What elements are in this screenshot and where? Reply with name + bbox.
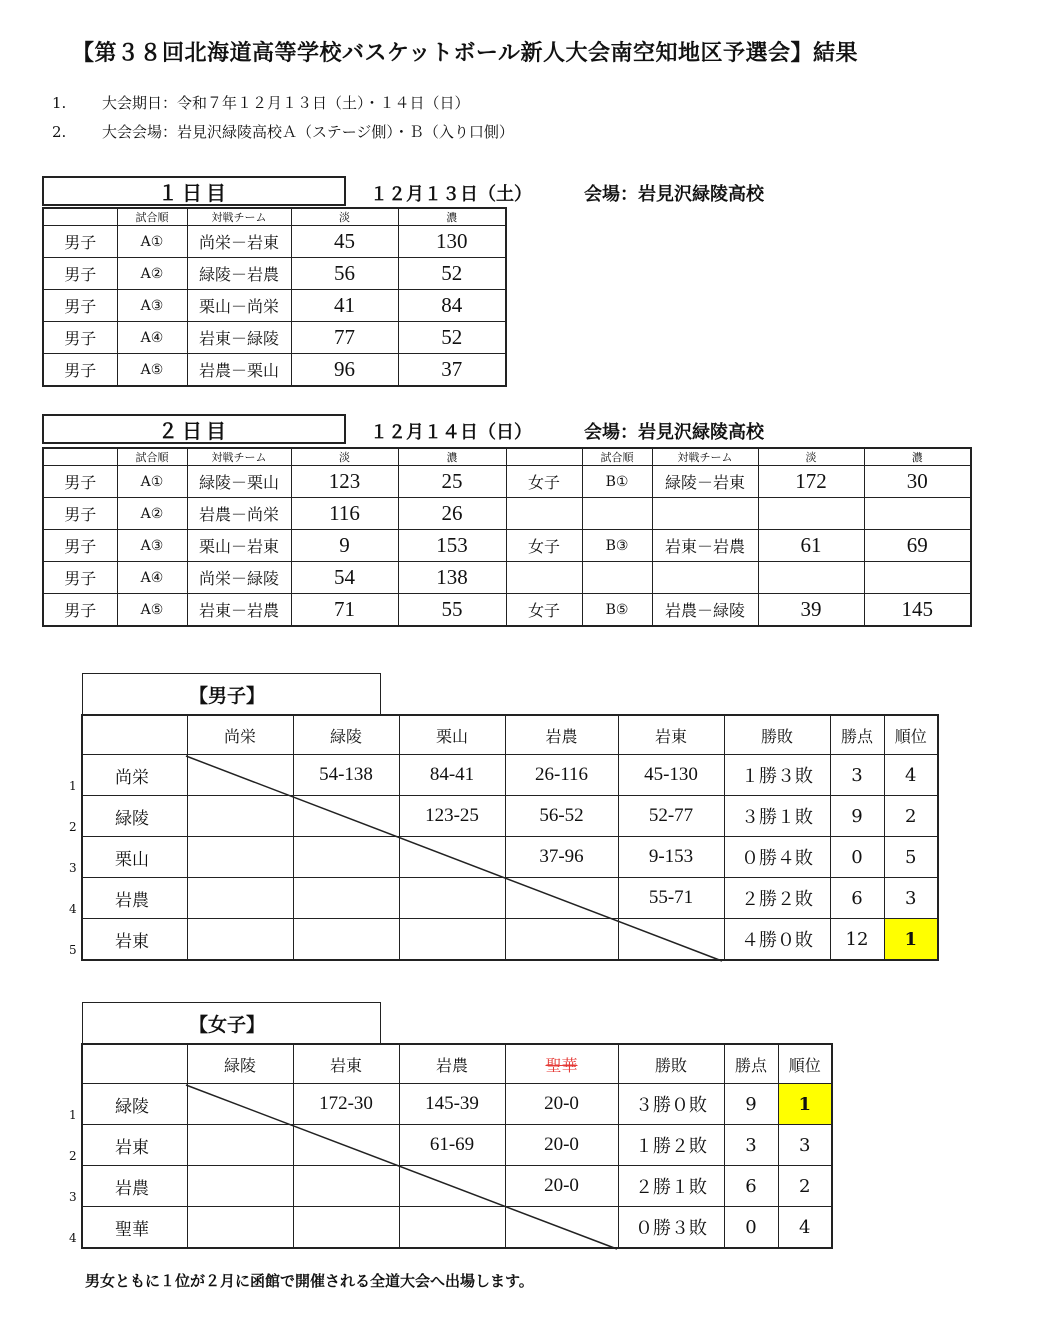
day2-date: １２月１４日（日） [370,422,532,443]
result-cell: 84-41 [399,755,505,796]
header-cell: 緑陵 [187,1044,293,1084]
girls-diagonal-line [186,1085,620,1250]
header-cell: 淡 [291,448,398,466]
header-cell: 濃 [398,448,506,466]
matchup-cell: 緑陵－岩東 [652,466,758,498]
table-row [43,258,506,290]
points-cell: 9 [724,1084,778,1125]
score-light-cell: 56 [291,258,398,290]
rank-cell: 3 [884,878,938,919]
header-cell: 栗山 [399,715,505,755]
record-cell: ２勝２敗 [724,878,830,919]
rank-cell: 4 [884,755,938,796]
rank-cell: 5 [884,837,938,878]
matchup-cell: 岩農－緑陵 [652,594,758,627]
matchup-cell [652,562,758,594]
result-cell: 56-52 [505,796,618,837]
matchup-cell: 栗山－岩東 [187,530,291,562]
division-cell [506,498,582,530]
score-dark-cell: 145 [864,594,971,627]
matchup-cell: 栗山－尚栄 [187,290,291,322]
day1-schedule-table [42,207,507,387]
division-cell: 男子 [43,594,117,627]
footer-note: 男女ともに１位が２月に函館で開催される全道大会へ出場します。 [85,1272,534,1290]
record-cell: ０勝４敗 [724,837,830,878]
record-cell: ３勝１敗 [724,796,830,837]
score-light-cell: 116 [291,498,398,530]
match-order-cell: B③ [582,530,652,562]
row-number: 3 [69,1190,77,1204]
score-dark-cell: 84 [398,290,506,322]
result-cell: 123-25 [399,796,505,837]
info-text: 大会期日：令和７年１２月１３日（土）・１４日（日） [102,94,470,112]
rank-cell: 2 [884,796,938,837]
division-cell: 女子 [506,594,582,627]
record-cell: ３勝０敗 [618,1084,724,1125]
header-cell: 岩東 [293,1044,399,1084]
score-light-cell: 172 [758,466,864,498]
match-order-cell: A③ [117,530,187,562]
score-light-cell: 41 [291,290,398,322]
points-cell: 3 [830,755,884,796]
result-cell: 54-138 [293,755,399,796]
header-cell: 勝敗 [724,715,830,755]
table-row [43,226,506,258]
score-dark-cell: 25 [398,466,506,498]
rank-cell: 4 [778,1207,832,1249]
division-cell: 男子 [43,498,117,530]
matchup-cell: 尚栄－岩東 [187,226,291,258]
header-cell: 勝点 [724,1044,778,1084]
division-cell [506,562,582,594]
header-cell: 尚栄 [187,715,293,755]
row-number: 1 [69,1108,77,1122]
header-cell: 対戦チーム [187,208,291,226]
score-light-cell: 39 [758,594,864,627]
match-order-cell: B⑤ [582,594,652,627]
row-number: 4 [69,902,77,916]
table-header-row [43,208,506,226]
row-number: 3 [69,861,77,875]
points-cell: 0 [724,1207,778,1249]
matchup-cell: 岩東－岩農 [652,530,758,562]
team-name-cell: 聖華 [82,1207,187,1249]
division-cell: 男子 [43,562,117,594]
score-light-cell: 123 [291,466,398,498]
score-dark-cell: 52 [398,258,506,290]
score-light-cell: 96 [291,354,398,387]
info-number: 1. [52,94,67,112]
header-cell: 対戦チーム [652,448,758,466]
rank-cell: 2 [778,1166,832,1207]
score-light-cell: 45 [291,226,398,258]
result-cell: 26-116 [505,755,618,796]
score-dark-cell: 55 [398,594,506,627]
team-name-cell: 岩農 [82,878,187,919]
header-cell [43,448,117,466]
score-dark-cell: 26 [398,498,506,530]
score-dark-cell: 69 [864,530,971,562]
result-cell: 52-77 [618,796,724,837]
score-dark-cell [864,562,971,594]
day2-label: ２日目 [42,414,346,444]
info-line-1 [52,92,470,113]
header-cell: 順位 [778,1044,832,1084]
score-light-cell: 54 [291,562,398,594]
matchup-cell: 岩農－栗山 [187,354,291,387]
page-title: 【第３８回北海道高等学校バスケットボール新人大会南空知地区予選会】結果 [72,41,858,66]
match-order-cell: A⑤ [117,594,187,627]
header-cell: 勝敗 [618,1044,724,1084]
points-cell: 12 [830,919,884,961]
points-cell: 6 [830,878,884,919]
score-dark-cell: 138 [398,562,506,594]
team-name-cell: 岩農 [82,1166,187,1207]
team-name-cell: 緑陵 [82,1084,187,1125]
header-cell: 濃 [864,448,971,466]
header-cell: 濃 [398,208,506,226]
header-cell: 緑陵 [293,715,399,755]
rank-cell-first: 1 [884,919,938,961]
info-text: 大会会場：岩見沢緑陵高校Ａ（ステージ側）・Ｂ（入り口側） [102,123,514,141]
matchup-cell [652,498,758,530]
table-row [43,562,971,594]
score-dark-cell: 30 [864,466,971,498]
matchup-cell: 緑陵－栗山 [187,466,291,498]
result-cell: 20-0 [505,1125,618,1166]
match-order-cell: A④ [117,322,187,354]
table-row [43,354,506,387]
table-row [43,322,506,354]
day1-venue: 会場：岩見沢緑陵高校 [584,184,764,205]
table-header-row [82,715,938,755]
rank-cell: 3 [778,1125,832,1166]
row-number: 5 [69,943,77,957]
day2-schedule-table [42,447,972,627]
boys-diagonal-line [186,756,726,962]
score-light-cell: 61 [758,530,864,562]
points-cell: 0 [830,837,884,878]
division-cell: 男子 [43,258,117,290]
division-cell: 男子 [43,322,117,354]
table-row [43,290,506,322]
table-row [43,466,971,498]
day2-venue: 会場：岩見沢緑陵高校 [584,422,764,443]
header-cell: 順位 [884,715,938,755]
team-name-cell: 岩東 [82,1125,187,1166]
girls-league-label: 【女子】 [82,1002,381,1044]
header-cell: 岩農 [505,715,618,755]
header-cell: 淡 [291,208,398,226]
result-cell: 9-153 [618,837,724,878]
day1-date: １２月１３日（土） [370,184,532,205]
score-dark-cell: 52 [398,322,506,354]
row-number: 2 [69,820,77,834]
match-order-cell: A① [117,226,187,258]
header-cell: 岩東 [618,715,724,755]
row-number: 1 [69,779,77,793]
record-cell: ２勝１敗 [618,1166,724,1207]
record-cell: １勝３敗 [724,755,830,796]
match-order-cell: A④ [117,562,187,594]
matchup-cell: 尚栄－緑陵 [187,562,291,594]
record-cell: ０勝３敗 [618,1207,724,1249]
result-cell: 20-0 [505,1166,618,1207]
header-cell: 淡 [758,448,864,466]
match-order-cell: A② [117,498,187,530]
header-cell: 岩農 [399,1044,505,1084]
result-cell: 145-39 [399,1084,505,1125]
score-light-cell: 71 [291,594,398,627]
rank-cell-first: 1 [778,1084,832,1125]
match-order-cell: A③ [117,290,187,322]
header-cell [43,208,117,226]
table-row [43,594,971,627]
division-cell: 男子 [43,226,117,258]
match-order-cell: A② [117,258,187,290]
header-cell-withdrawn: 聖華 [505,1044,618,1084]
match-order-cell: B① [582,466,652,498]
row-number: 4 [69,1231,77,1245]
points-cell: 3 [724,1125,778,1166]
score-light-cell: 9 [291,530,398,562]
record-cell: ４勝０敗 [724,919,830,961]
points-cell: 6 [724,1166,778,1207]
matchup-cell: 岩東－緑陵 [187,322,291,354]
score-light-cell [758,498,864,530]
match-order-cell: A⑤ [117,354,187,387]
match-order-cell [582,498,652,530]
result-cell: 172-30 [293,1084,399,1125]
header-cell: 試合順 [582,448,652,466]
division-cell: 男子 [43,290,117,322]
score-light-cell: 77 [291,322,398,354]
points-cell: 9 [830,796,884,837]
division-cell: 男子 [43,466,117,498]
header-cell [82,715,187,755]
division-cell: 女子 [506,530,582,562]
table-header-row [82,1044,832,1084]
result-cell: 37-96 [505,837,618,878]
result-cell: 55-71 [618,878,724,919]
row-number: 2 [69,1149,77,1163]
team-name-cell: 緑陵 [82,796,187,837]
division-cell: 男子 [43,530,117,562]
record-cell: １勝２敗 [618,1125,724,1166]
info-line-2 [52,121,514,142]
result-cell: 61-69 [399,1125,505,1166]
division-cell: 女子 [506,466,582,498]
info-number: 2. [52,123,67,141]
score-dark-cell: 153 [398,530,506,562]
matchup-cell: 岩東－岩農 [187,594,291,627]
score-dark-cell: 130 [398,226,506,258]
matchup-cell: 緑陵－岩農 [187,258,291,290]
match-order-cell [582,562,652,594]
result-cell: 45-130 [618,755,724,796]
boys-league-label: 【男子】 [82,673,381,715]
table-row [43,498,971,530]
score-light-cell [758,562,864,594]
header-cell [82,1044,187,1084]
matchup-cell: 岩農－尚栄 [187,498,291,530]
table-row [43,530,971,562]
header-cell: 試合順 [117,448,187,466]
match-order-cell: A① [117,466,187,498]
team-name-cell: 尚栄 [82,755,187,796]
score-dark-cell: 37 [398,354,506,387]
header-cell: 試合順 [117,208,187,226]
header-cell: 対戦チーム [187,448,291,466]
table-header-row [43,448,971,466]
score-dark-cell [864,498,971,530]
team-name-cell: 栗山 [82,837,187,878]
day1-label: １日目 [42,176,346,206]
result-cell: 20-0 [505,1084,618,1125]
division-cell: 男子 [43,354,117,387]
header-cell: 勝点 [830,715,884,755]
team-name-cell: 岩東 [82,919,187,961]
header-cell [506,448,582,466]
